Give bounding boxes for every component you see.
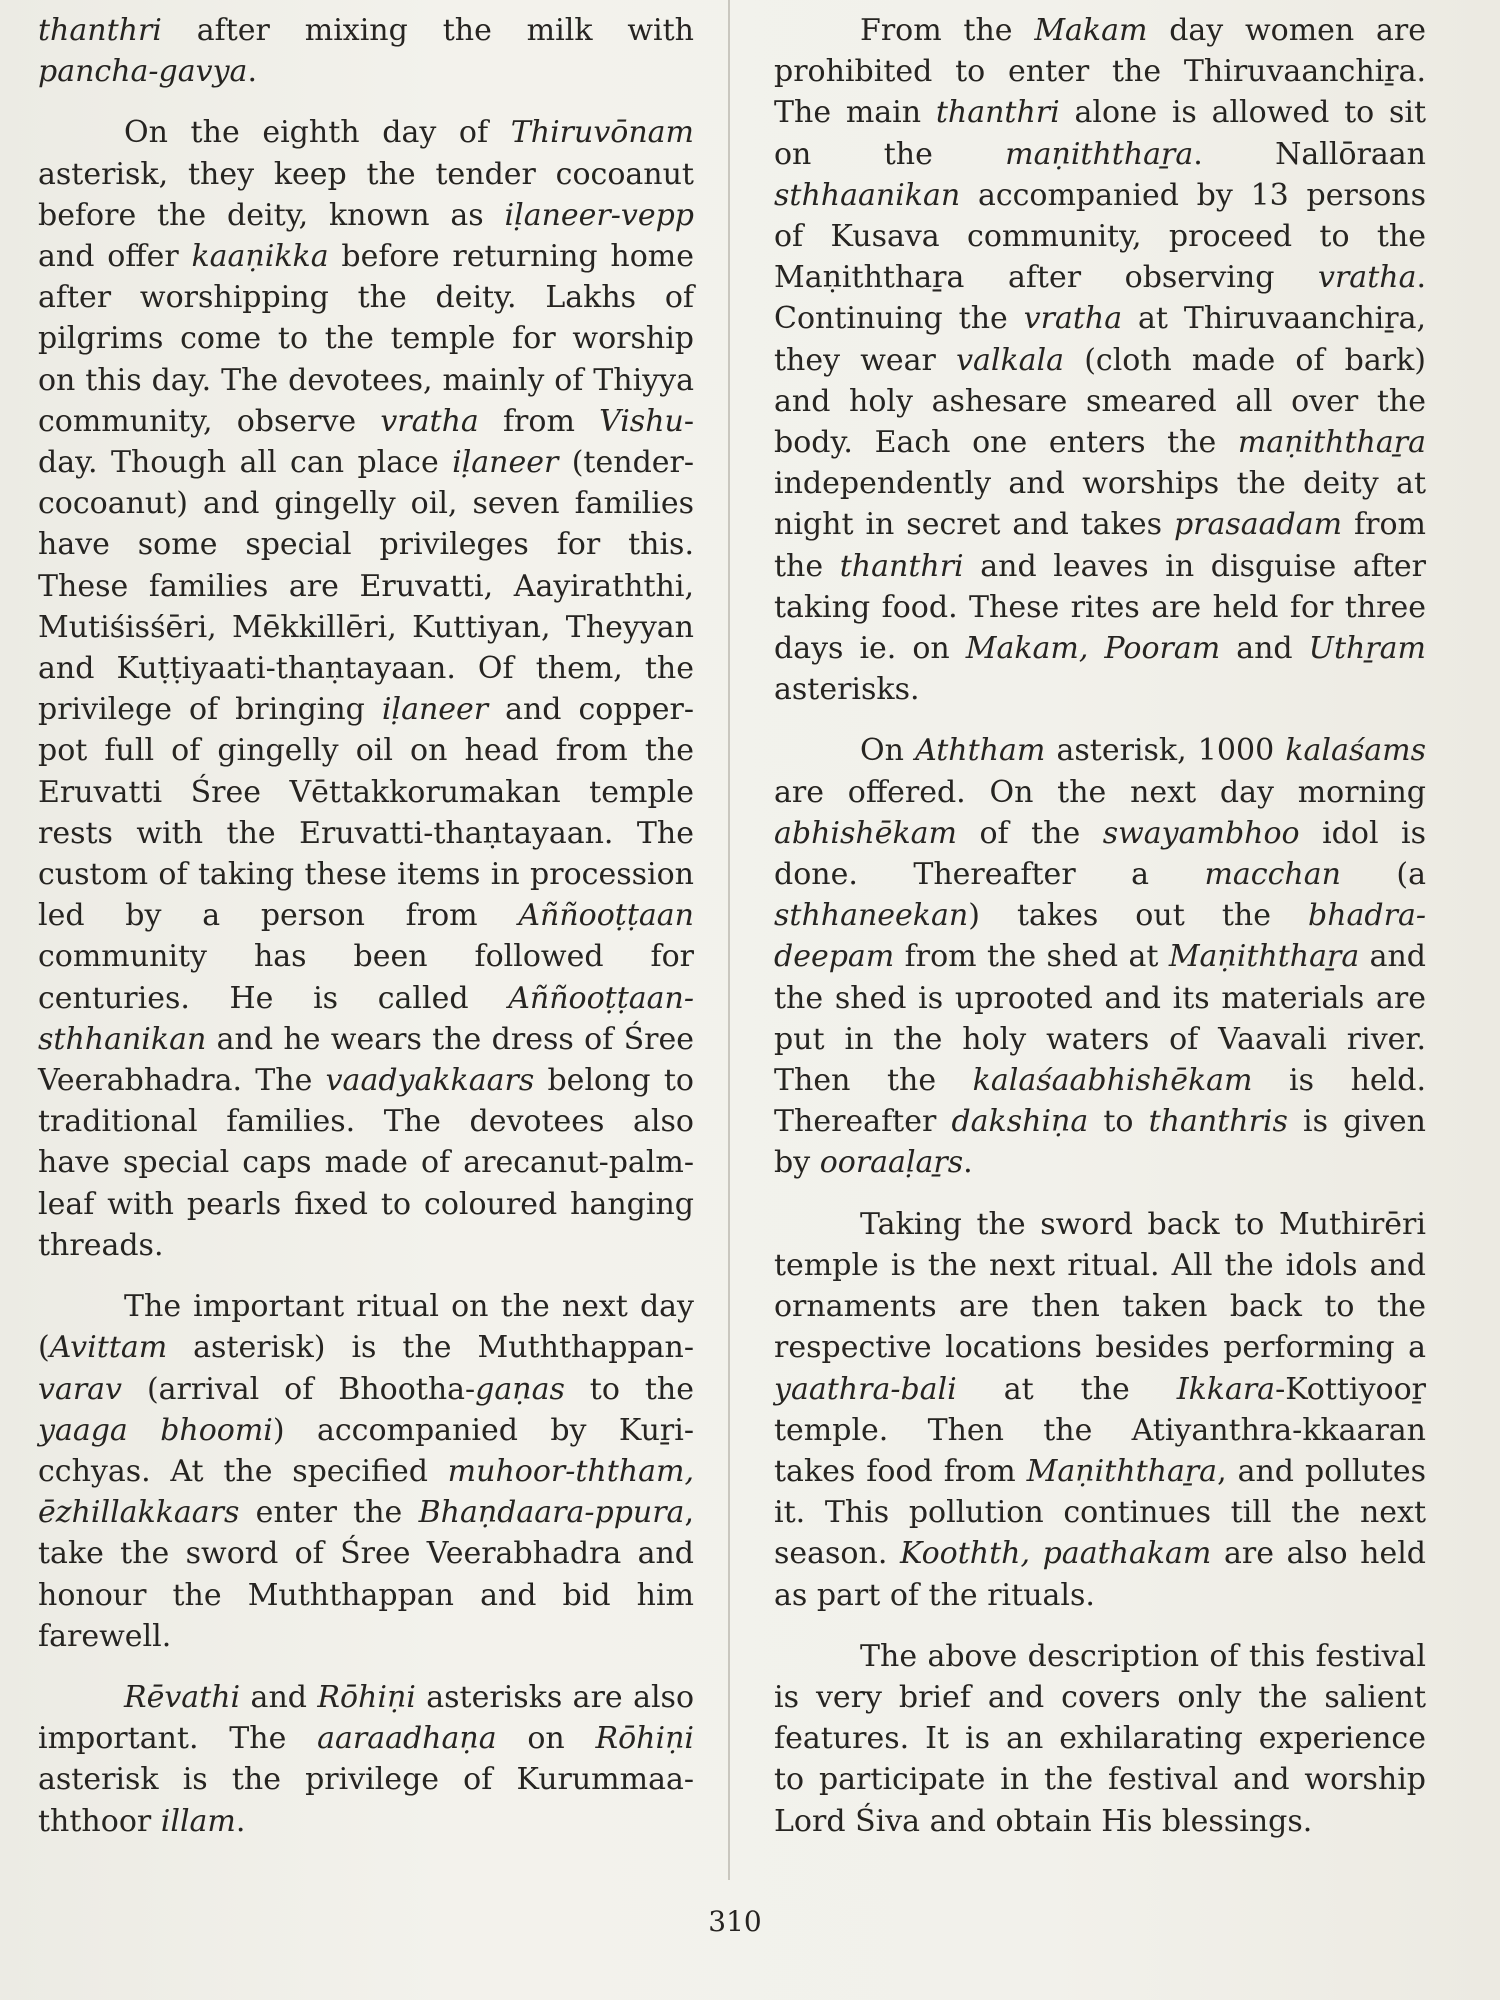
column-divider [728,0,730,1880]
paragraph: From the Makam day women are prohibited to enter the Thiruvaanchiṟa. The main thanthri alone is allowed to sit on the maṇiththaṟa. Nallōraan sthhaanikan accompanied by 13 persons of Kusava community, proceed to the Maṇiththaṟa after observing vratha. Continuing the vratha at Thiruvaanchiṟa, they wear valkala (cloth made of bark) and holy ashesare smeared all over the body. Each one enters the maṇiththaṟa independently and worships the deity at night in secret and takes prasaadam from the thanthri and leaves in disguise after taking food. These rites are held for three days ie. on Makam, Pooram and Uthṟam asterisks. [774,13,1427,708]
left-column [38,10,694,1862]
right-column [774,10,1426,1862]
paragraph: The above description of this festival is very brief and covers only the salient features. It is an exhilarating experience to participate in the festival and worship Lord Śiva and obtain His blessings. [774,1638,1426,1839]
paragraph: Taking the sword back to Muthirēri temple is the next ritual. All the idols and ornaments are then taken back to the respective locations besides performing a yaathra-bali at the Ikkara-Kottiyooṟ temple. Then the Atiyanthra-kkaaran takes food from Maṇiththaṟa, and pollutes it. This pollution continues till the next season. Koothth, paathakam are also held as part of the rituals. [774,1206,1426,1613]
paragraph: On the eighth day of Thiruvōnam asterisk, they keep the tender cocoanut before the deity, known as iḷaneer-vepp and offer kaaṇikka before returning home after worshipping the deity. Lakhs of pilgrims come to the temple for worship on this day. The devotees, mainly of Thiyya community, observe vratha from Vishu-day. Though all can place iḷaneer (tender-cocoanut) and gingelly oil, seven families have some special privileges for this. These families are Eruvatti, Aayiraththi, Mutiśisśēri, Mēkkillēri, Kuttiyan, Theyyan and Kuṭṭiyaati-thaṇtayaan. Of them, the privilege of bringing iḷaneer and copper-pot full of gingelly oil on head from the Eruvatti Śree Vēttakkorumakan temple rests with the Eruvatti-thaṇtayaan. The custom of taking these items in procession led by a person from Aññooṭṭaan community has been followed for centuries. He is called Aññooṭṭaan- sthhanikan and he wears the dress of Śree Veerabhadra. The vaadyakkaars belong to traditional families. The devotees also have special caps made of arecanut-palm-leaf with pearls fixed to coloured hanging threads. [38,115,695,1263]
paragraph: Rēvathi and Rōhiṇi asterisks are also important. The aaraadhaṇa on Rōhiṇi asterisk is the privilege of Kurummaa-ththoor illam. [38,1679,695,1839]
paragraph: thanthri after mixing the milk with pancha-gavya. [38,13,694,90]
paragraph: On Aththam asterisk, 1000 kalaśams are offered. On the next day morning abhishēkam of the swayambhoo idol is done. Thereafter a macchan (a sthhaneekan) takes out the bhadra-deepam from the shed at Maṇiththaṟa and the shed is uprooted and its materials are put in the holy waters of Vaavali river. Then the kalaśaabhishēkam is held. Thereafter dakshiṇa to thanthris is given by ooraaḷaṟs. [774,733,1427,1181]
paragraph: The important ritual on the next day (Avittam asterisk) is the Muththappan-varav (arrival of Bhootha-gaṇas to the yaaga bhoomi) accompanied by Kuṟi-cchyas. At the specified muhoor-ththam, ēzhillakkaars enter the Bhaṇdaara-ppura, take the sword of Śree Veerabhadra and honour the Muththappan and bid him farewell. [38,1289,694,1654]
page-number: 310 [708,1905,762,1938]
